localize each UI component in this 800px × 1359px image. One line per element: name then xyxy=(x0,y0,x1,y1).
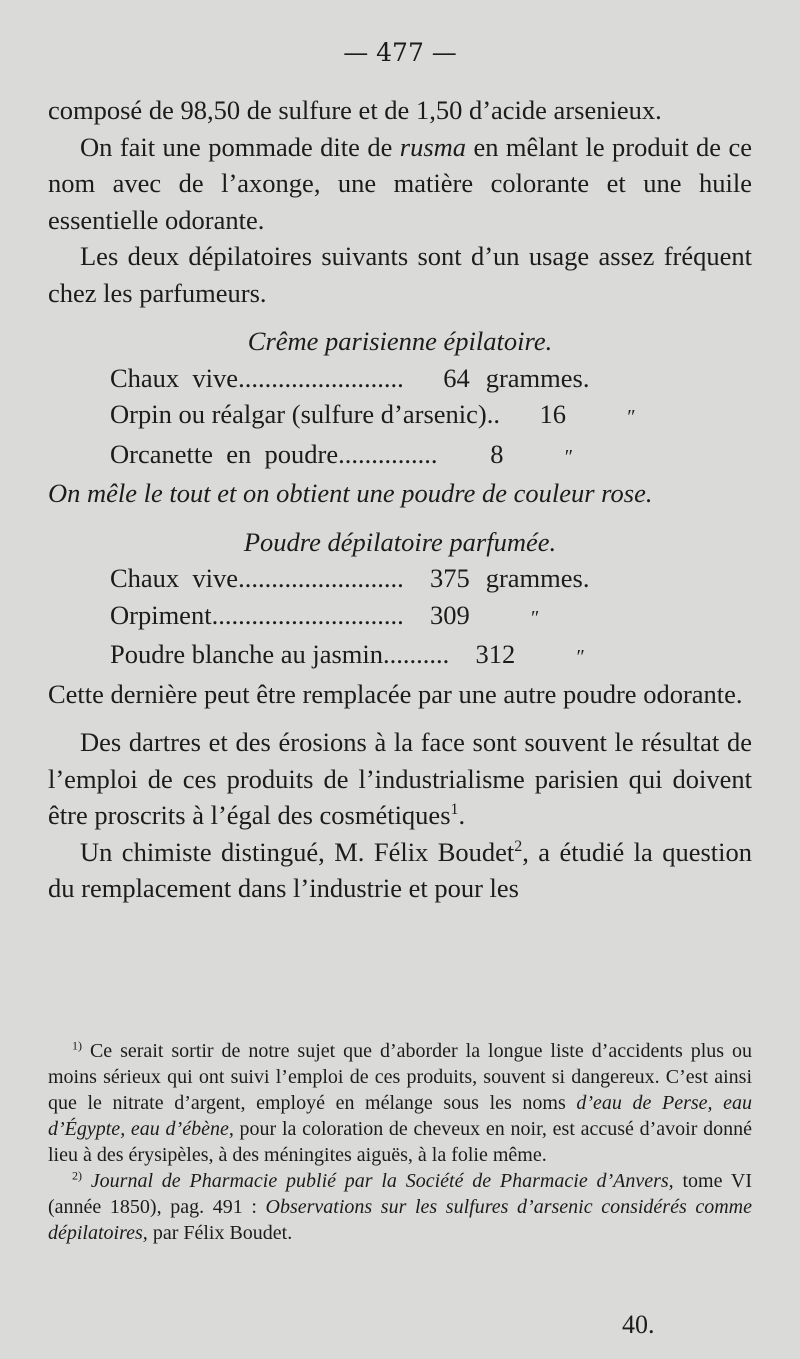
paragraph-6-text-b: , a étudié la question du remplacement dans l’industrie et pour les xyxy=(48,836,752,903)
recipe-2-row xyxy=(48,560,752,597)
footnote-1-mark: 1) xyxy=(72,1038,82,1053)
ingredient-quantity: 309 xyxy=(429,599,470,630)
page-number: — 477 — xyxy=(343,38,457,67)
footnote-ref-1: 1 xyxy=(450,801,459,819)
paragraph-2-text-a: On fait une pommade dite de xyxy=(80,131,400,162)
paragraph-2-italic: rusma xyxy=(399,131,467,162)
footnote-1-text-a: Ce serait sortir de notre sujet que d’aborder la longue liste d’accidents plus ou moins sérieux qui ont suivi l’emploi de ces produits, souvent si dangereux. C’est ainsi que le nitrate d’argent, employé en mélange sous les noms xyxy=(48,1040,752,1114)
leader-dots: .......... xyxy=(383,639,450,669)
recipe-2-title: Poudre dépilatoire parfumée. xyxy=(243,526,557,557)
signature-mark: 40. xyxy=(622,1310,655,1339)
ingredient-name: Poudre blanche au jasmin xyxy=(110,639,384,669)
recipe-1-title: Crême parisienne épilatoire. xyxy=(247,326,553,356)
paragraph-5-end: . xyxy=(458,800,466,830)
ingredient-quantity: 8 xyxy=(490,438,504,469)
ingredient-name: Chaux vive xyxy=(110,362,239,393)
recipe-2-row xyxy=(48,636,752,676)
paragraph-5 xyxy=(48,724,752,834)
footnote-1-italic: d’eau de Perse, eau d’Égypte, eau d’ébène, xyxy=(48,1092,753,1140)
ingredient-name: Chaux vive xyxy=(110,563,239,593)
paragraph-3: Les deux dépilatoires suivants sont d’un usage assez fréquent chez les parfumeurs. xyxy=(48,241,752,308)
footnote-2-text-b: tome VI (année 1850), pag. 491 : xyxy=(48,1170,753,1218)
leader-dots: ............... xyxy=(338,438,438,469)
recipe-1-row xyxy=(48,436,752,476)
footnote-1-text-b: pour la coloration de cheveux en noir, est accusé d’avoir donné lieu à des érysipèles, à des méningites aiguës, à la folie même. xyxy=(48,1118,752,1166)
footnote-ref-2: 2 xyxy=(514,837,523,855)
recipe-2-row xyxy=(48,597,752,637)
ingredient-unit: grammes. xyxy=(485,362,590,393)
paragraph-6-text-a: Un chimiste distingué, M. Félix Boudet xyxy=(80,836,515,867)
paragraph-5-text: Des dartres et des érosions à la face sont souvent le résultat de l’emploi de ces produits de l’industrialisme parisien qui doivent être proscrits à l’égal des cosmétiques xyxy=(48,727,752,830)
leader-dots: ......................... xyxy=(238,563,404,593)
ditto-mark: ″ xyxy=(625,406,635,428)
ingredient-name: Orpin ou réalgar (sulfure d’arsenic) xyxy=(110,399,487,429)
paragraph-1: composé de 98,50 de sulfure et de 1,50 d’acide arsenieux. xyxy=(48,95,662,125)
ingredient-unit: grammes. xyxy=(485,563,590,593)
ingredient-quantity: 64 xyxy=(443,362,470,393)
footnote-2-italic-b: Observations sur les sulfures d’arsenic considérés comme dépilatoires, xyxy=(48,1196,752,1244)
ingredient-quantity: 16 xyxy=(539,399,566,429)
ditto-mark: ″ xyxy=(529,606,539,629)
ingredient-name: Orpiment xyxy=(110,599,212,630)
ditto-mark: ″ xyxy=(563,445,572,468)
ditto-mark: ″ xyxy=(575,646,584,668)
recipe-1-row xyxy=(48,360,752,397)
ingredient-quantity: 375 xyxy=(429,563,470,593)
footnote-2-mark: 2) xyxy=(72,1168,82,1183)
ingredient-name: Orcanette en poudre xyxy=(110,438,339,469)
footnote-1 xyxy=(48,1038,752,1168)
paragraph-2 xyxy=(48,129,752,239)
recipe-1 xyxy=(48,360,752,476)
footnote-2-italic-a: Journal de Pharmacie publié par la Société de Pharmacie d’Anvers, xyxy=(82,1170,674,1192)
paragraph-2-text-b: en mêlant le produit de ce nom avec de l’axonge, une matière colorante et une huile essentielle odorante. xyxy=(48,131,752,235)
recipe-1-row xyxy=(48,396,752,436)
main-text xyxy=(48,92,752,907)
leader-dots: ......................... xyxy=(238,362,404,393)
leader-dots: .. xyxy=(486,399,500,429)
footnote-2 xyxy=(48,1168,752,1246)
paragraph-4: Cette dernière peut être remplacée par une autre poudre odorante. xyxy=(48,678,743,709)
footnote-2-text-c: par Félix Boudet. xyxy=(147,1222,293,1244)
leader-dots: ............................. xyxy=(211,599,404,630)
recipe-2 xyxy=(48,560,752,676)
footnotes xyxy=(48,1038,752,1246)
paragraph-6 xyxy=(48,834,752,907)
recipe-1-note: On mêle le tout et on obtient une poudre de couleur rose. xyxy=(48,478,653,508)
ingredient-quantity: 312 xyxy=(475,639,516,669)
